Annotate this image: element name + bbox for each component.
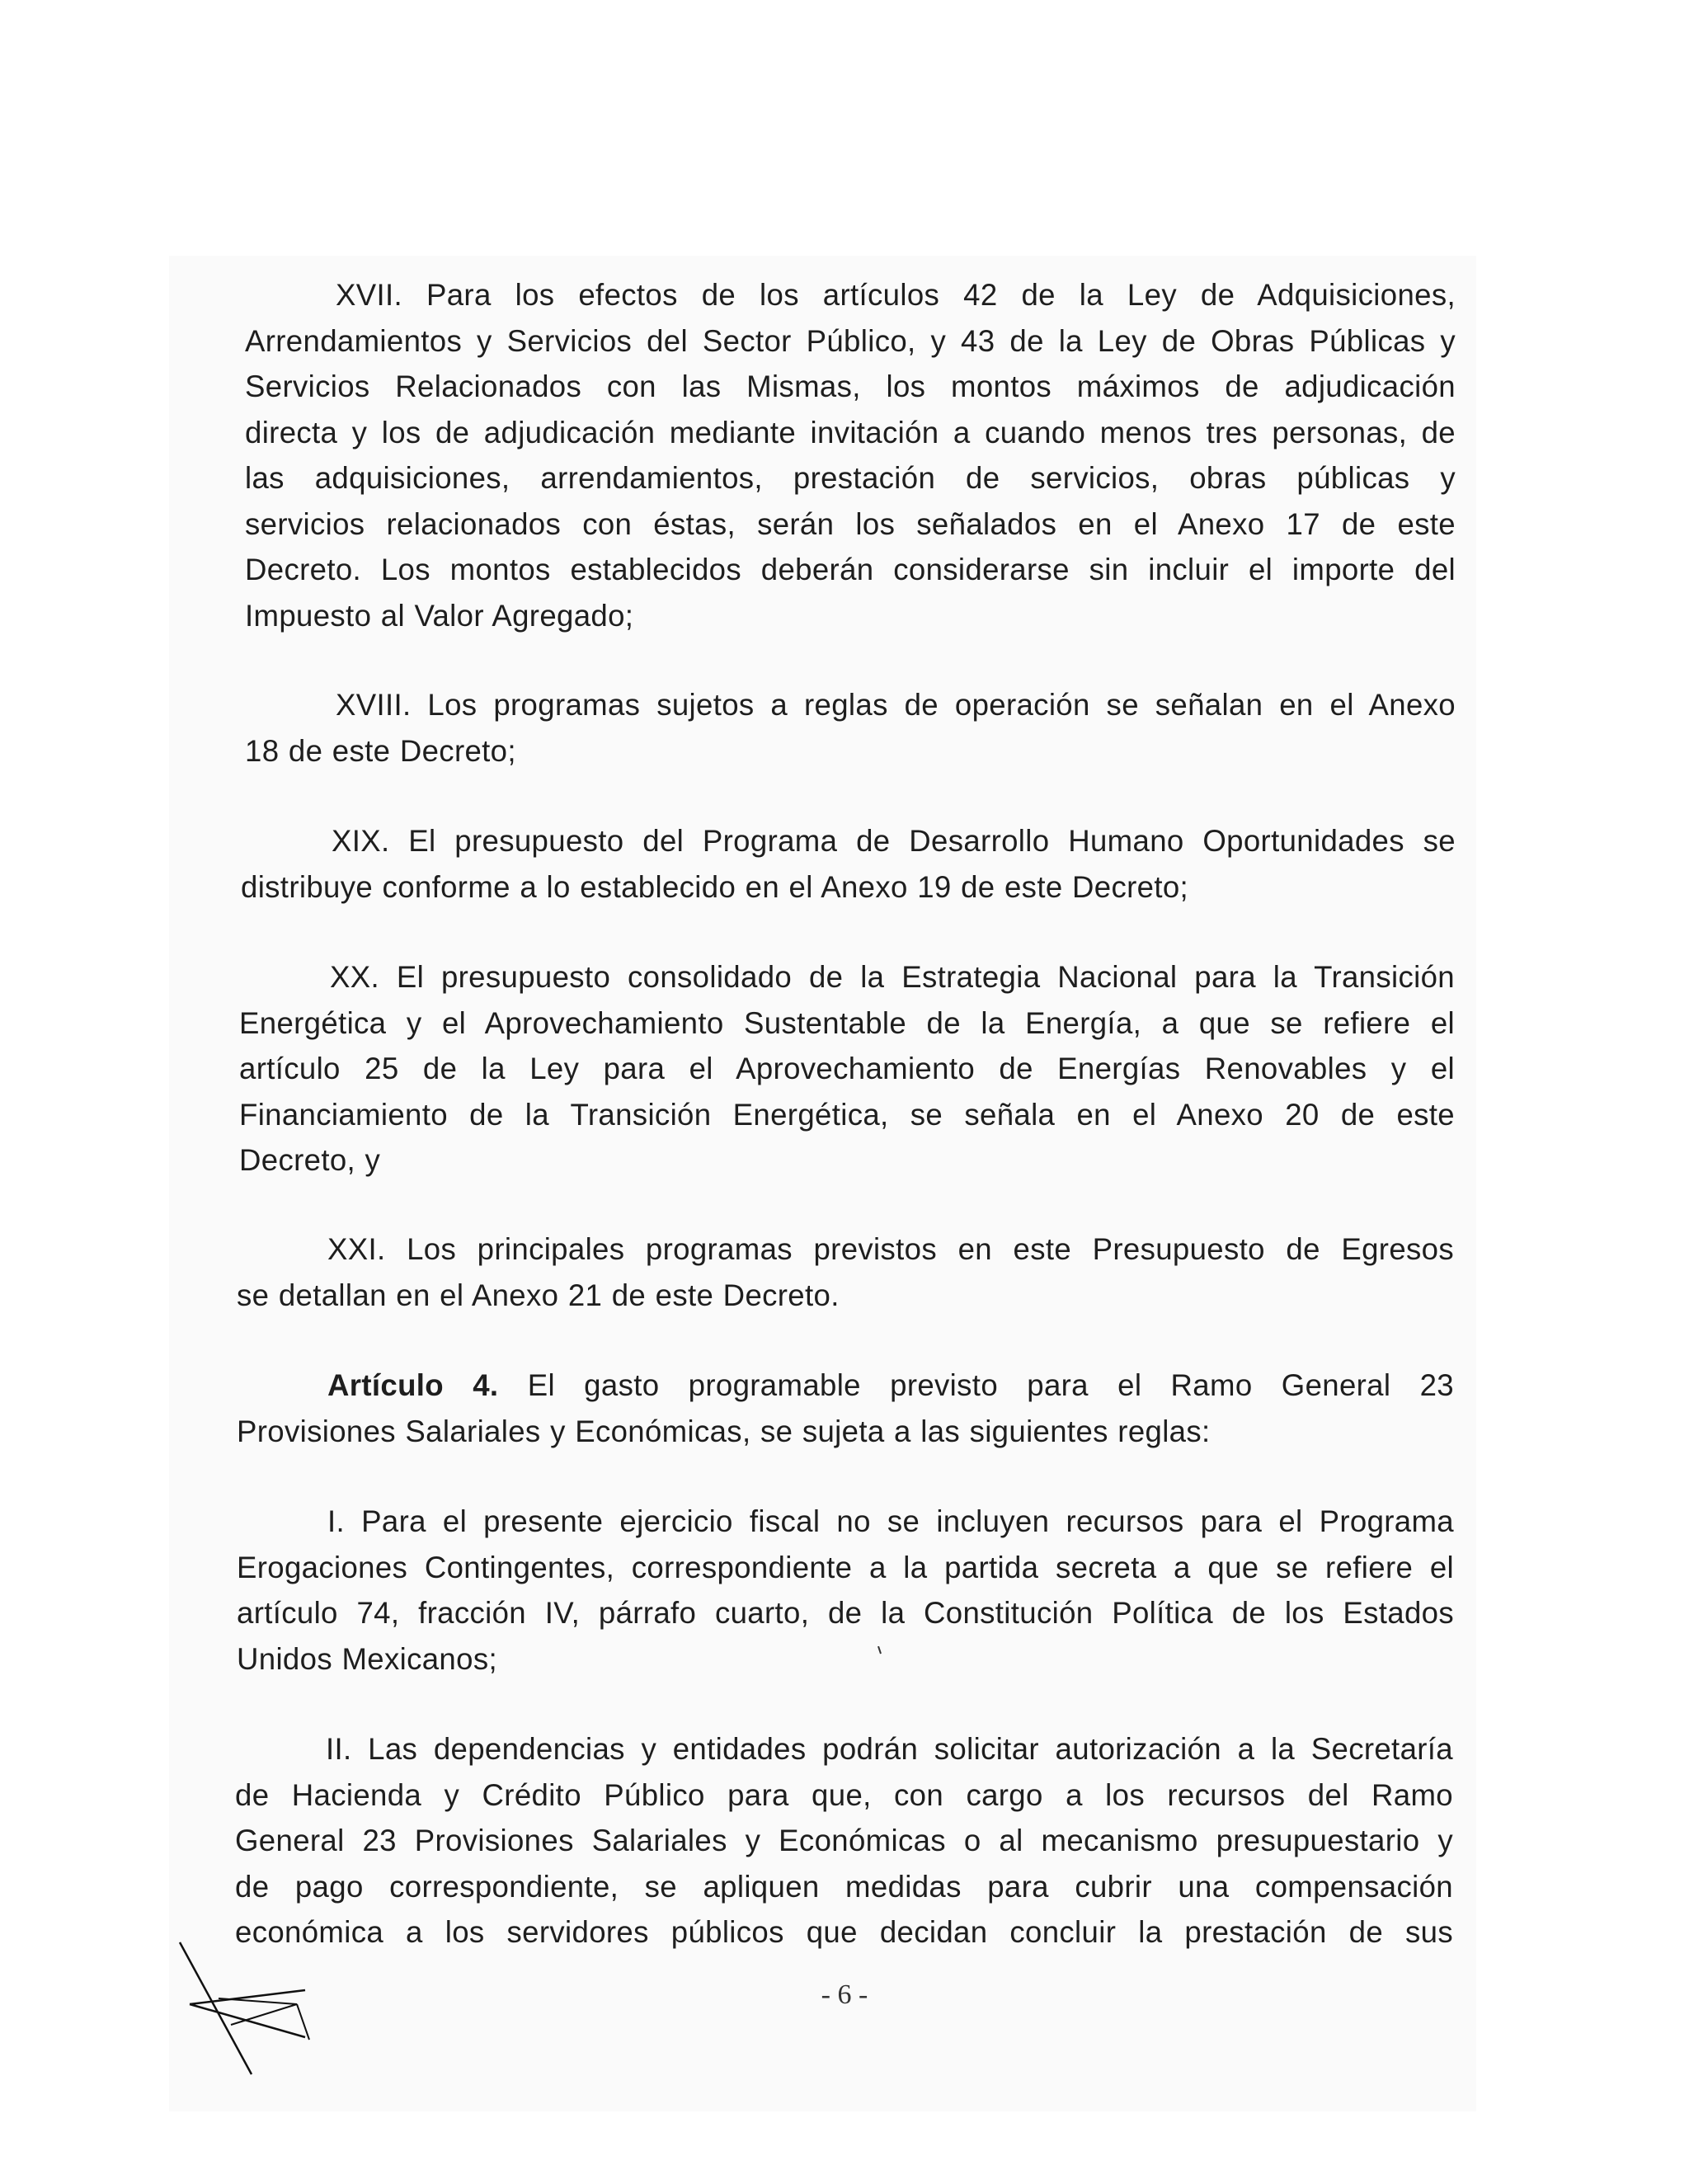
text-line: I. Para el presente ejercicio fiscal no se incluyen recursos para el Programa xyxy=(327,1504,1454,1538)
text-line: Unidos Mexicanos; xyxy=(237,1641,497,1676)
article-text: El gasto programable previsto para el Ramo General 23 xyxy=(498,1368,1454,1402)
text-line: XVIII. Los programas sujetos a reglas de operación se señalan en el Anexo xyxy=(336,688,1456,722)
text-line: Decreto, y xyxy=(239,1143,381,1177)
text-line xyxy=(237,1363,1454,1409)
paragraph-xvii xyxy=(245,272,1456,638)
text-line: Servicios Relacionados con las Mismas, los montos máximos de adjudicación xyxy=(245,369,1456,403)
paragraph-fraccion-i xyxy=(237,1499,1454,1682)
paragraph-fraccion-ii xyxy=(235,1726,1453,1956)
text-line: de Hacienda y Crédito Público para que, con cargo a los recursos del Ramo xyxy=(235,1777,1453,1812)
text-line: XVII. Para los efectos de los artículos 42 de la Ley de Adquisiciones, xyxy=(336,278,1456,312)
text-line: se detallan en el Anexo 21 de este Decreto. xyxy=(237,1278,840,1312)
paragraph-xix xyxy=(241,818,1456,910)
text-line: servicios relacionados con éstas, serán los señalados en el Anexo 17 de este xyxy=(245,506,1456,541)
text-line: distribuye conforme a lo establecido en el Anexo 19 de este Decreto; xyxy=(241,869,1189,904)
text-line: General 23 Provisiones Salariales y Económicas o al mecanismo presupuestario y xyxy=(235,1824,1453,1857)
text-line: artículo 25 de la Ley para el Aprovechamiento de Energías Renovables y el xyxy=(239,1052,1455,1085)
text-line: XXI. Los principales programas previstos en este Presupuesto de Egresos xyxy=(327,1232,1454,1266)
paragraph-xxi xyxy=(237,1226,1454,1318)
text-line: II. Las dependencias y entidades podrán solicitar autorización a la Secretaría xyxy=(326,1732,1453,1766)
signature-mark xyxy=(173,1926,322,2091)
page-number: - 6 - xyxy=(821,1979,868,2010)
text-line: Provisiones Salariales y Económicas, se sujeta a las siguientes reglas: xyxy=(237,1414,1211,1448)
text-line: de pago correspondiente, se apliquen medidas para cubrir una compensación xyxy=(235,1869,1453,1904)
text-line: artículo 74, fracción IV, párrafo cuarto, de la Constitución Política de los Estados xyxy=(237,1596,1454,1630)
scan-mark xyxy=(877,1644,882,1652)
text-line: Arrendamientos y Servicios del Sector Público, y 43 de la Ley de Obras Públicas y xyxy=(245,323,1456,358)
text-line: económica a los servidores públicos que decidan concluir la prestación de sus xyxy=(235,1915,1453,1949)
text-line: las adquisiciones, arrendamientos, prestación de servicios, obras públicas y xyxy=(245,461,1456,495)
paragraph-xx xyxy=(239,954,1455,1184)
text-line: 18 de este Decreto; xyxy=(245,733,516,768)
text-line: Energética y el Aprovechamiento Sustentable de la Energía, a que se refiere el xyxy=(239,1005,1455,1040)
text-line: Erogaciones Contingentes, correspondiente a la partida secreta a que se refiere el xyxy=(237,1550,1454,1584)
text-line: XIX. El presupuesto del Programa de Desarrollo Humano Oportunidades se xyxy=(332,824,1456,858)
text-line: Decreto. Los montos establecidos deberán considerarse sin incluir el importe del xyxy=(245,553,1456,586)
text-line: Financiamiento de la Transición Energética, se señala en el Anexo 20 de este xyxy=(239,1097,1455,1132)
text-line: directa y los de adjudicación mediante invitación a cuando menos tres personas, de xyxy=(245,415,1456,450)
text-line: Impuesto al Valor Agregado; xyxy=(245,598,634,633)
article-heading: Artículo 4. xyxy=(327,1368,499,1402)
paragraph-articulo-4 xyxy=(237,1363,1454,1454)
paragraph-xviii xyxy=(245,682,1456,774)
text-line: XX. El presupuesto consolidado de la Estrategia Nacional para la Transición xyxy=(330,960,1455,994)
